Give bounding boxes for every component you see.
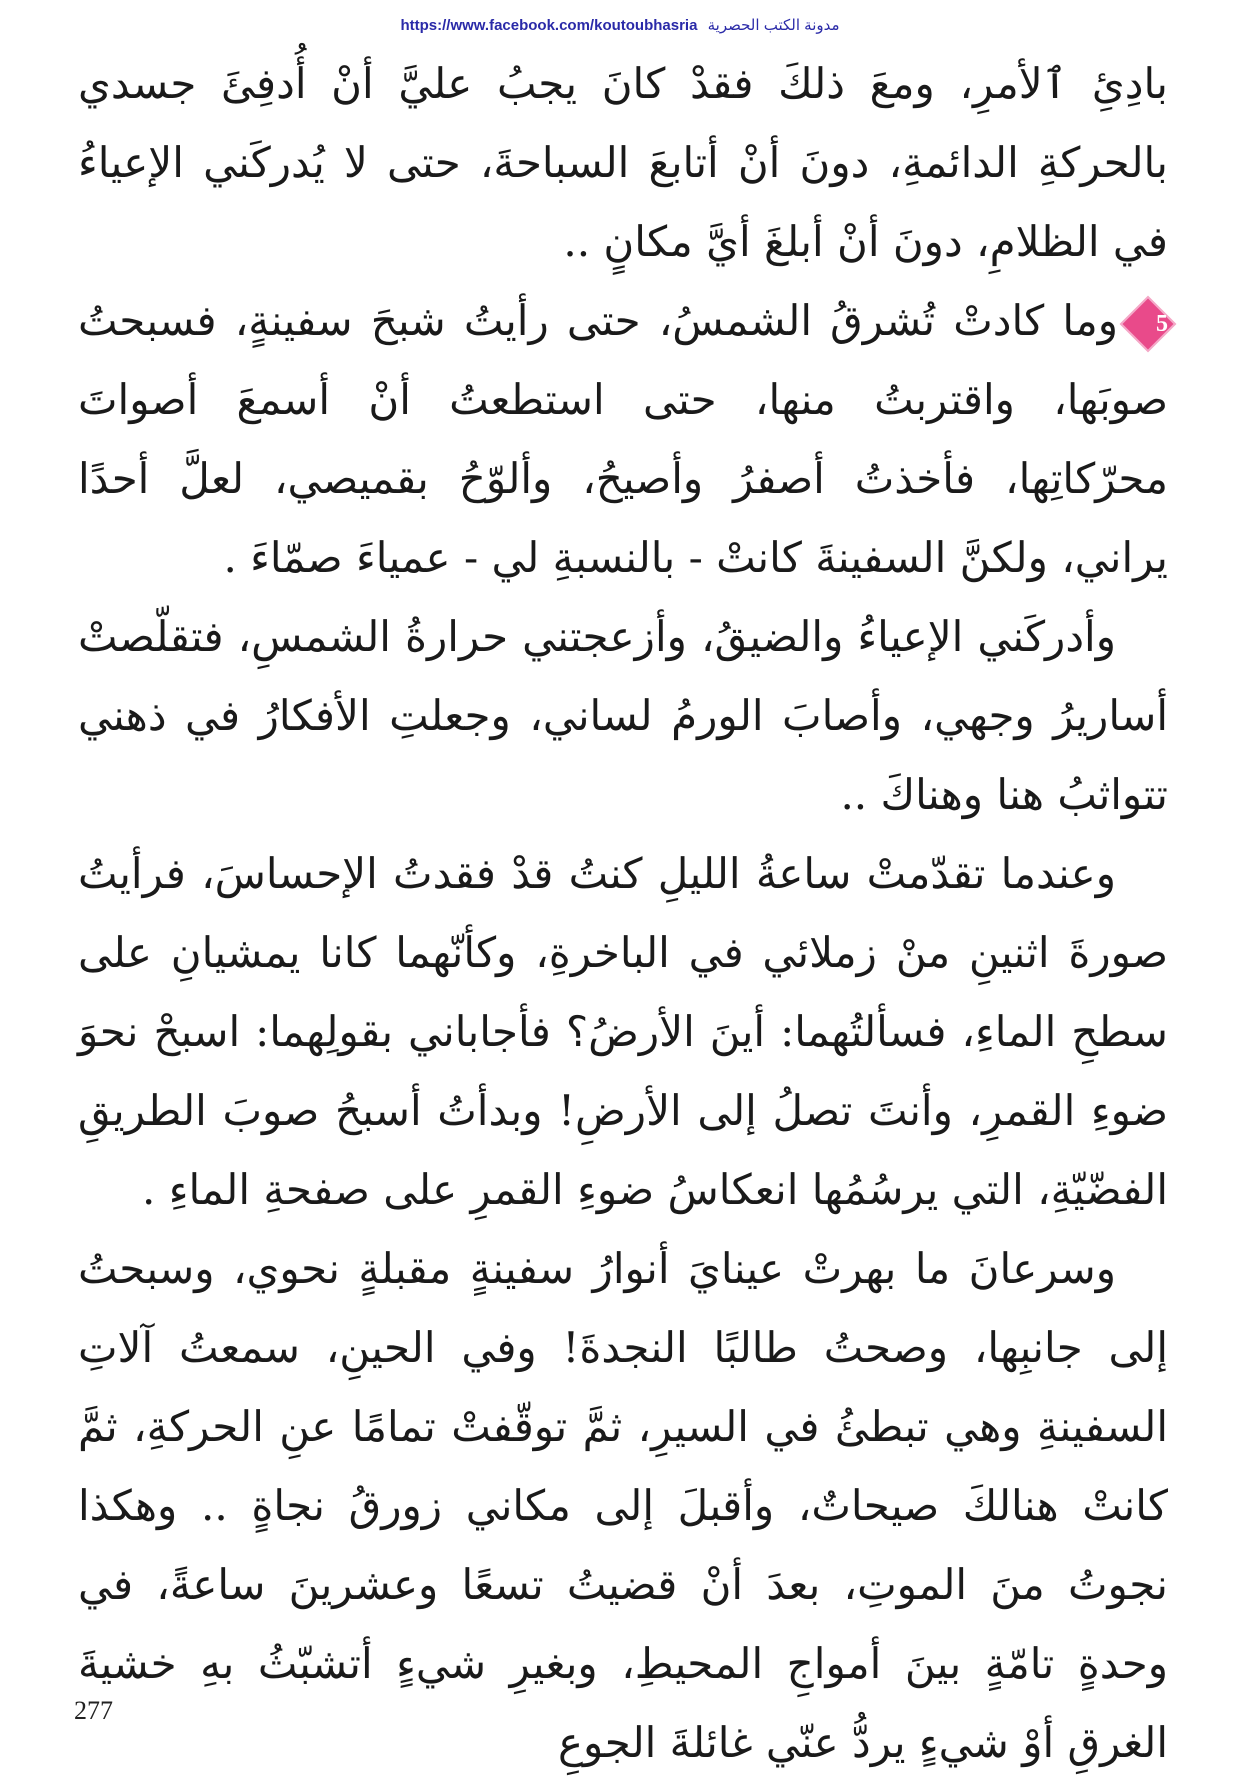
paragraph-number-badge xyxy=(1128,304,1168,344)
paragraph: وعندما تقدّمتْ ساعةُ الليلِ كنتُ قدْ فقدتُ الإحساسَ، فرأيتُ صورةَ اثنينِ منْ زملائي في الباخرةِ، وكأنّهما كانا يمشيانِ على سطحِ الماءِ، فسألتُهما: أينَ الأرضُ؟ فأجاباني بقولِهما: اسبحْ نحوَ ضوءِ القمرِ، وأنتَ تصلُ إلى الأرضِ! وبدأتُ أسبحُ صوبَ الطريقِ الفضّيّةِ، التي يرسُمُها انعكاسُ ضوءِ القمرِ على صفحةِ الماءِ . xyxy=(78,849,1168,1214)
paragraph-text: وما كادتْ تُشرقُ الشمسُ، حتى رأيتُ شبحَ سفينةٍ، فسبحتُ صوبَها، واقتربتُ منها، حتى استطعتُ أنْ أسمعَ أصواتَ محرّكاتِها، فأخذتُ أصفرُ وأصيحُ، وألوّحُ بقميصي، لعلَّ أحدًا يراني، ولكنَّ السفينةَ كانتْ - بالنسبةِ لي - عمياءَ صمّاءَ . xyxy=(78,296,1168,582)
paragraph: وأدركَني الإعياءُ والضيقُ، وأزعجتني حرارةُ الشمسِ، فتقلّصتْ أساريرُ وجهي، وأصابَ الورمُ لساني، وجعلتِ الأفكارُ في ذهني تتواثبُ هنا وهناكَ .. xyxy=(78,612,1168,819)
paragraph-numbered xyxy=(78,281,1168,597)
source-watermark xyxy=(0,16,1240,34)
page-number: 277 xyxy=(74,1696,113,1725)
paragraph: وسرعانَ ما بهرتْ عينايَ أنوارُ سفينةٍ مقبلةٍ نحوي، وسبحتُ إلى جانبِها، وصحتُ طالبًا النجدةَ! وفي الحينِ، سمعتُ آلاتِ السفينةِ وهي تبطئُ في السيرِ، ثمَّ توقّفتْ تمامًا عنِ الحركةِ، ثمَّ كانتْ هنالكَ صيحاتٌ، وأقبلَ إلى مكاني زورقُ نجاةٍ .. وهكذا نجوتُ منَ الموتِ، بعدَ أنْ قضيتُ تسعًا وعشرينَ ساعةً، في وحدةٍ تامّةٍ بينَ أمواجِ المحيطِ، وبغيرِ شيءٍ أتشبّثُ بهِ خشيةَ الغرقِ أوْ شيءٍ يردُّ عنّي غائلةَ الجوعِ xyxy=(78,1244,1168,1767)
paragraph-number: 5 xyxy=(1156,311,1168,337)
paragraph-continuation: بادِئِ ٱلأمرِ، ومعَ ذلكَ فقدْ كانَ يجبُ عليَّ أنْ أُدفِئَ جسدي بالحركةِ الدائمةِ، دونَ أنْ أتابعَ السباحةَ، حتى لا يُدركَني الإعياءُ في الظلامِ، دونَ أنْ أبلغَ أيَّ مكانٍ .. xyxy=(78,59,1168,266)
page-body xyxy=(78,44,1168,1782)
source-url[interactable]: https://www.facebook.com/koutoubhasria xyxy=(400,17,698,34)
blog-name: مدونة الكتب الحصرية xyxy=(707,17,840,34)
